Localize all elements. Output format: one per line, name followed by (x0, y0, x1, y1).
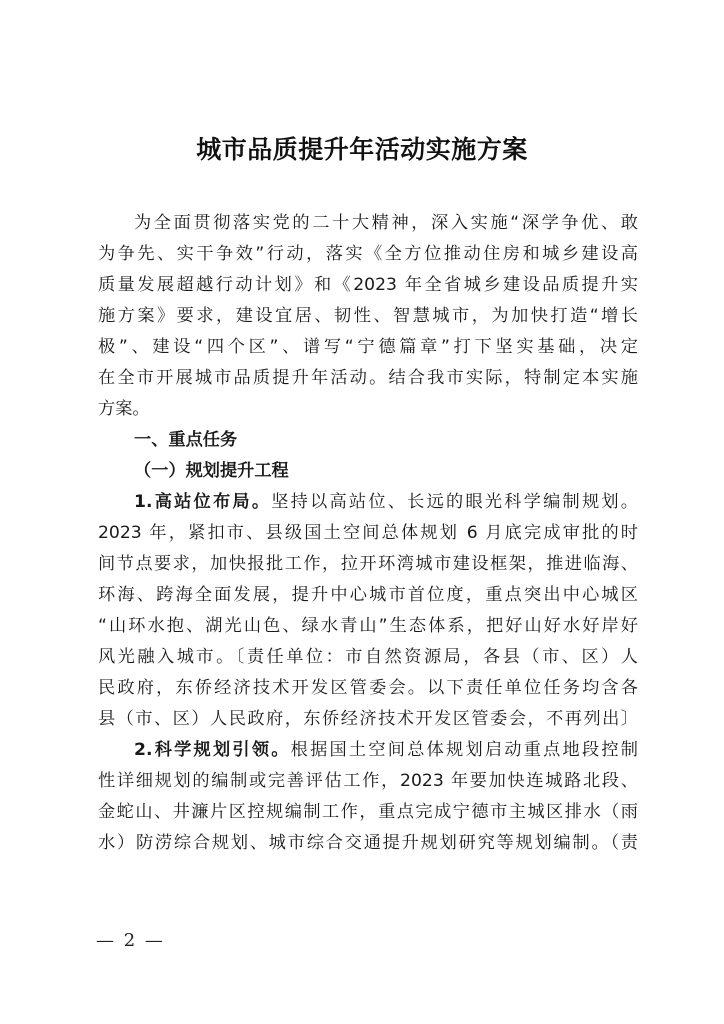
paragraph-line: 风光融入城市。〔责任单位：市自然资源局，各县（市、区）人 (98, 647, 638, 667)
paragraph-line: “山环水抱、湖光山色、绿水青山”生态体系，把好山好水好岸好 (98, 616, 638, 636)
paragraph-line: 环海、跨海全面发展，提升中心城市首位度，重点突出中心城区 (98, 585, 638, 605)
paragraph-line: 质量发展超越行动计划》和《2023 年全省城乡建设品质提升实 (98, 275, 638, 295)
section-heading: 一、重点任务 (134, 430, 238, 450)
paragraph-line: 2023 年，紧扣市、县级国土空间总体规划 6 月底完成审批的时 (98, 523, 638, 543)
item-first-line (98, 735, 638, 766)
paragraph-line: 在全市开展城市品质提升年活动。结合我市实际，特制定本实施 (98, 368, 638, 388)
item-first-line-text: 坚持以高站位、长远的眼光科学编制规划。 (271, 492, 638, 512)
paragraph-line: 民政府，东侨经济技术开发区管委会。以下责任单位任务均含各 (98, 678, 638, 698)
paragraph-line: 为全面贯彻落实党的二十大精神，深入实施“深学争优、敢 (134, 213, 638, 233)
paragraph-line: 县（市、区）人民政府，东侨经济技术开发区管委会，不再列出〕 (98, 709, 638, 729)
item-first-line (98, 487, 638, 518)
paragraph-line: 水）防涝综合规划、城市综合交通提升规划研究等规划编制。（责 (98, 833, 638, 853)
page-number: — 2 — (96, 930, 165, 951)
item-first-line-text: 根据国土空间总体规划启动重点地段控制 (290, 740, 638, 760)
paragraph-line: 金蛇山、井濂片区控规编制工作，重点完成宁德市主城区排水（雨 (98, 802, 638, 822)
paragraph-line: 间节点要求，加快报批工作，拉开环湾城市建设框架，推进临海、 (98, 554, 638, 574)
paragraph-line: 施方案》要求，建设宜居、韧性、智慧城市，为加快打造“增长 (98, 306, 638, 326)
item-lead: 2.科学规划引领。 (134, 740, 291, 760)
paragraph-line: 为争先、实干争效”行动，落实《全方位推动住房和城乡建设高 (98, 244, 638, 264)
document-body (98, 208, 638, 859)
paragraph-line: 性详细规划的编制或完善评估工作，2023 年要加快连城路北段、 (98, 771, 638, 791)
document-title: 城市品质提升年活动实施方案 (196, 135, 528, 164)
item-lead: 1.高站位布局。 (134, 492, 272, 512)
paragraph-line: 极”、建设“四个区”、谱写“宁德篇章”打下坚实基础，决定 (98, 337, 638, 357)
subsection-heading: （一）规划提升工程 (134, 461, 289, 481)
paragraph-line: 方案。 (98, 399, 150, 419)
